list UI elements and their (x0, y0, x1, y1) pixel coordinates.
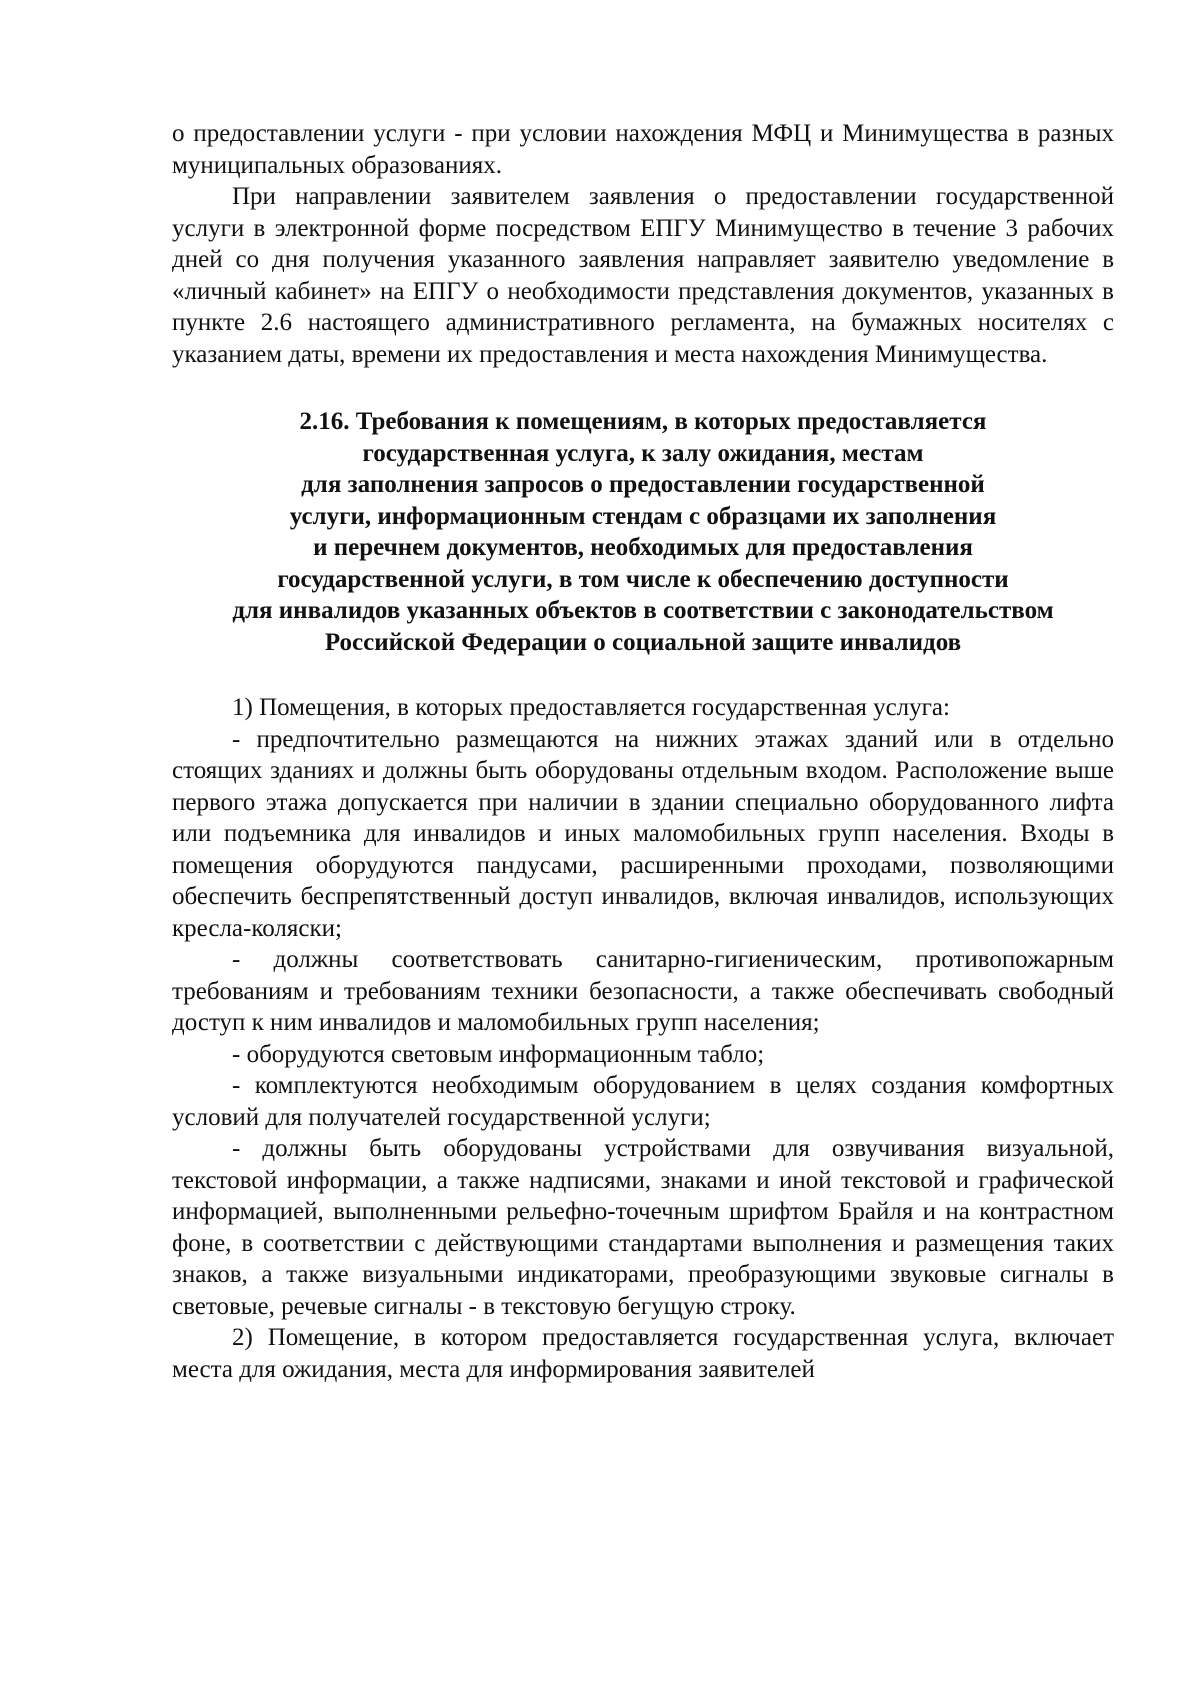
paragraph-bullet-devices: - должны быть оборудованы устройствами для озвучивания визуальной, текстовой информации, а также надписями, знаками и иной текстовой и графической информацией, выполненными рельефно-точечным шрифтом Брайля и на контрастном фоне, в соответствии с действующими стандартами выполнения и размещения таких знаков, а также визуальными индикаторами, преобразующими звуковые сигналы в световые, речевые сигналы - в текстовую бегущую строку. (172, 1135, 1114, 1320)
heading-line: 2.16. Требования к помещениям, в которых предоставляется (299, 408, 987, 435)
heading-line: Российской Федерации о социальной защите инвалидов (324, 628, 962, 656)
paragraph-bullet-tablo: - оборудуются световым информационным табло; (232, 1040, 765, 1068)
paragraph-item-2: 2) Помещение, в котором предоставляется государственная услуга, включает места для ожидания, места для информирования заявителей (172, 1324, 1114, 1383)
section-heading-2-16 (172, 406, 1114, 658)
heading-line: для инвалидов указанных объектов в соответствии с законодательством (232, 597, 1054, 624)
heading-line: государственной услуги, в том числе к обеспечению доступности (277, 565, 1009, 593)
paragraph-item-1: 1) Помещения, в которых предоставляется государственная услуга: (232, 694, 950, 721)
heading-line: государственная услуга, к залу ожидания, местам (362, 439, 924, 467)
paragraph-bullet-sanitary: - должны соответствовать санитарно-гигиеническим, противопожарным требованиям и требованиям техники безопасности, а также обеспечивать свободный доступ к ним инвалидов и маломобильных групп населения; (172, 946, 1114, 1036)
paragraph-bullet-equipment: - комплектуются необходимым оборудованием в целях создания комфортных условий для получателей государственной услуги; (172, 1072, 1114, 1131)
paragraph-epgu-notice: При направлении заявителем заявления о предоставлении государственной услуги в электронной форме посредством ЕПГУ Минимущество в течение 3 рабочих дней со дня получения указанного заявления направляет заявителю уведомление в «личный кабинет» на ЕПГУ о необходимости представления документов, указанных в пункте 2.6 настоящего административного регламента, на бумажных носителях с указанием даты, времени их предоставления и места нахождения Минимущества. (172, 183, 1114, 368)
paragraph-bullet-floors: - предпочтительно размещаются на нижних этажах зданий или в отдельно стоящих зданиях и должны быть оборудованы отдельным входом. Расположение выше первого этажа допускается при наличии в здании специально оборудованного лифта или подъемника для инвалидов и иных маломобильных групп населения. Входы в помещения оборудуются пандусами, расширенными проходами, позволяющими обеспечить беспрепятственный доступ инвалидов, включая инвалидов, использующих кресла-коляски; (172, 725, 1114, 942)
heading-line: услуги, информационным стендам с образцами их заполнения (289, 502, 997, 530)
document-body (172, 118, 1114, 1385)
heading-line: и перечнем документов, необходимых для предоставления (313, 534, 973, 561)
paragraph-continuation: о предоставлении услуги - при условии нахождения МФЦ и Минимущества в разных муниципальных образованиях. (172, 120, 1114, 179)
heading-line: для заполнения запросов о предоставлении государственной (301, 471, 985, 498)
